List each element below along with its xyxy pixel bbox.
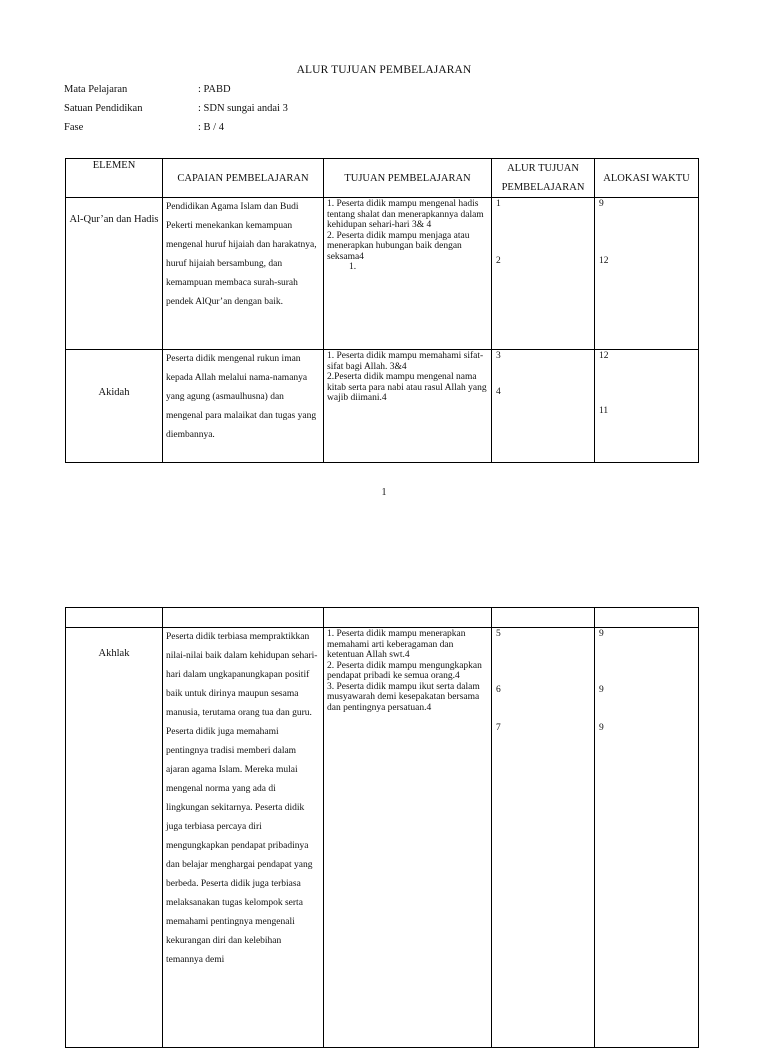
learning-table-page-2 <box>65 607 699 1048</box>
alokasi-cell <box>595 198 699 350</box>
learning-table-page-1 <box>65 158 699 463</box>
tujuan-item: 2. Peserta didik mampu mengungkapkan pendapat pribadi ke semua orang.4 <box>327 660 482 681</box>
table-row <box>66 628 699 1048</box>
alur-value: 6 <box>496 685 501 695</box>
alokasi-value: 12 <box>599 351 609 361</box>
alokasi-value: 9 <box>599 685 604 695</box>
alokasi-value: 9 <box>599 199 604 209</box>
header-tujuan: TUJUAN PEMBELAJARAN <box>324 159 492 198</box>
alur-value: 7 <box>496 723 501 733</box>
table-row <box>66 350 699 463</box>
meta-label: Fase <box>64 122 84 133</box>
alur-value: 5 <box>496 629 501 639</box>
header-capaian: CAPAIAN PEMBELAJARAN <box>163 159 324 198</box>
capaian-cell: Peserta didik mengenal rukun iman kepada Allah melalui nama-namanya yang agung (asmaulhusna) dan mengenal para malaikat dan tugas yang diembannya. <box>163 350 324 463</box>
capaian-cell: Pendidikan Agama Islam dan Budi Pekerti menekankan kemampuan mengenal huruf hijaiah dan harakatnya, huruf hijaiah bersambung, dan kemampuan membaca surah-surah pendek AlQur’an dengan baik. <box>163 198 324 350</box>
empty-cell <box>324 608 492 628</box>
tujuan-cell <box>324 628 492 1048</box>
tujuan-item: 2. Peserta didik mampu menjaga atau menerapkan hubungan baik dengan seksama4 <box>327 230 470 262</box>
alokasi-value: 11 <box>599 406 609 416</box>
meta-label: Satuan Pendidikan <box>64 103 143 114</box>
header-elemen: ELEMEN <box>66 159 163 198</box>
empty-cell <box>595 608 699 628</box>
tujuan-item: 2.Peserta didik mampu mengenal nama kitab serta para nabi atau rasul Allah yang wajib diimani.4 <box>327 372 487 403</box>
table-header-row-empty <box>66 608 699 628</box>
alokasi-value: 9 <box>599 629 604 639</box>
document-title: ALUR TUJUAN PEMBELAJARAN <box>296 64 472 76</box>
tujuan-item: 1. <box>349 262 357 272</box>
meta-value: : SDN sungai andai 3 <box>198 103 288 114</box>
header-alur: ALUR TUJUAN PEMBELAJARAN <box>492 159 595 198</box>
meta-label: Mata Pelajaran <box>64 84 128 95</box>
table-header-row <box>66 159 699 198</box>
alur-value: 4 <box>496 387 501 397</box>
meta-value: : PABD <box>198 84 231 95</box>
alur-cell <box>492 350 595 463</box>
tujuan-item: 1. Peserta didik mampu menerapkan memahami arti keberagaman dan ketentuan Allah swt.4 <box>327 629 466 660</box>
alur-value: 2 <box>496 256 501 266</box>
tujuan-item: 1. Peserta didik mampu memahami sifat-sifat bagi Allah. 3&4 <box>327 351 484 372</box>
tujuan-cell <box>324 350 492 463</box>
alokasi-value: 12 <box>599 256 609 266</box>
alokasi-cell <box>595 628 699 1048</box>
tujuan-cell <box>324 198 492 350</box>
elemen-cell: Al-Qur’an dan Hadis <box>66 198 163 350</box>
alur-cell <box>492 198 595 350</box>
alokasi-value: 9 <box>599 723 604 733</box>
empty-cell <box>492 608 595 628</box>
meta-value: : B / 4 <box>198 122 224 133</box>
header-alokasi: ALOKASI WAKTU <box>595 159 699 198</box>
capaian-cell: Peserta didik terbiasa mempraktikkan nilai-nilai baik dalam kehidupan sehari-hari dalam ungkapanungkapan positif baik untuk dirinya maupun sesama manusia, terutama orang tua dan guru. Peserta didik juga memahami pentingnya tradisi memberi dalam ajaran agama Islam. Mereka mulai mengenal norma yang ada di lingkungan sekitarnya. Peserta didik juga terbiasa percaya diri mengungkapkan pendapat pribadinya dan belajar menghargai pendapat yang berbeda. Peserta didik juga terbiasa melaksanakan tugas kelompok serta memahami pentingnya mengenali kekurangan diri dan kelebihan temannya demi <box>163 628 324 1048</box>
alokasi-cell <box>595 350 699 463</box>
table-row <box>66 198 699 350</box>
page-number: 1 <box>381 487 387 498</box>
alur-value: 3 <box>496 351 501 361</box>
empty-cell <box>163 608 324 628</box>
alur-value: 1 <box>496 199 501 209</box>
tujuan-item: 1. Peserta didik mampu mengenal hadis tentang shalat dan menerapkannya dalam kehidupan sehari-hari 3& 4 <box>327 199 484 230</box>
elemen-cell: Akhlak <box>66 628 163 1048</box>
empty-cell <box>66 608 163 628</box>
alur-cell <box>492 628 595 1048</box>
elemen-cell: Akidah <box>66 350 163 463</box>
tujuan-item: 3. Peserta didik mampu ikut serta dalam musyawarah demi kesepakatan bersama dan pentingnya persatuan.4 <box>327 681 480 713</box>
